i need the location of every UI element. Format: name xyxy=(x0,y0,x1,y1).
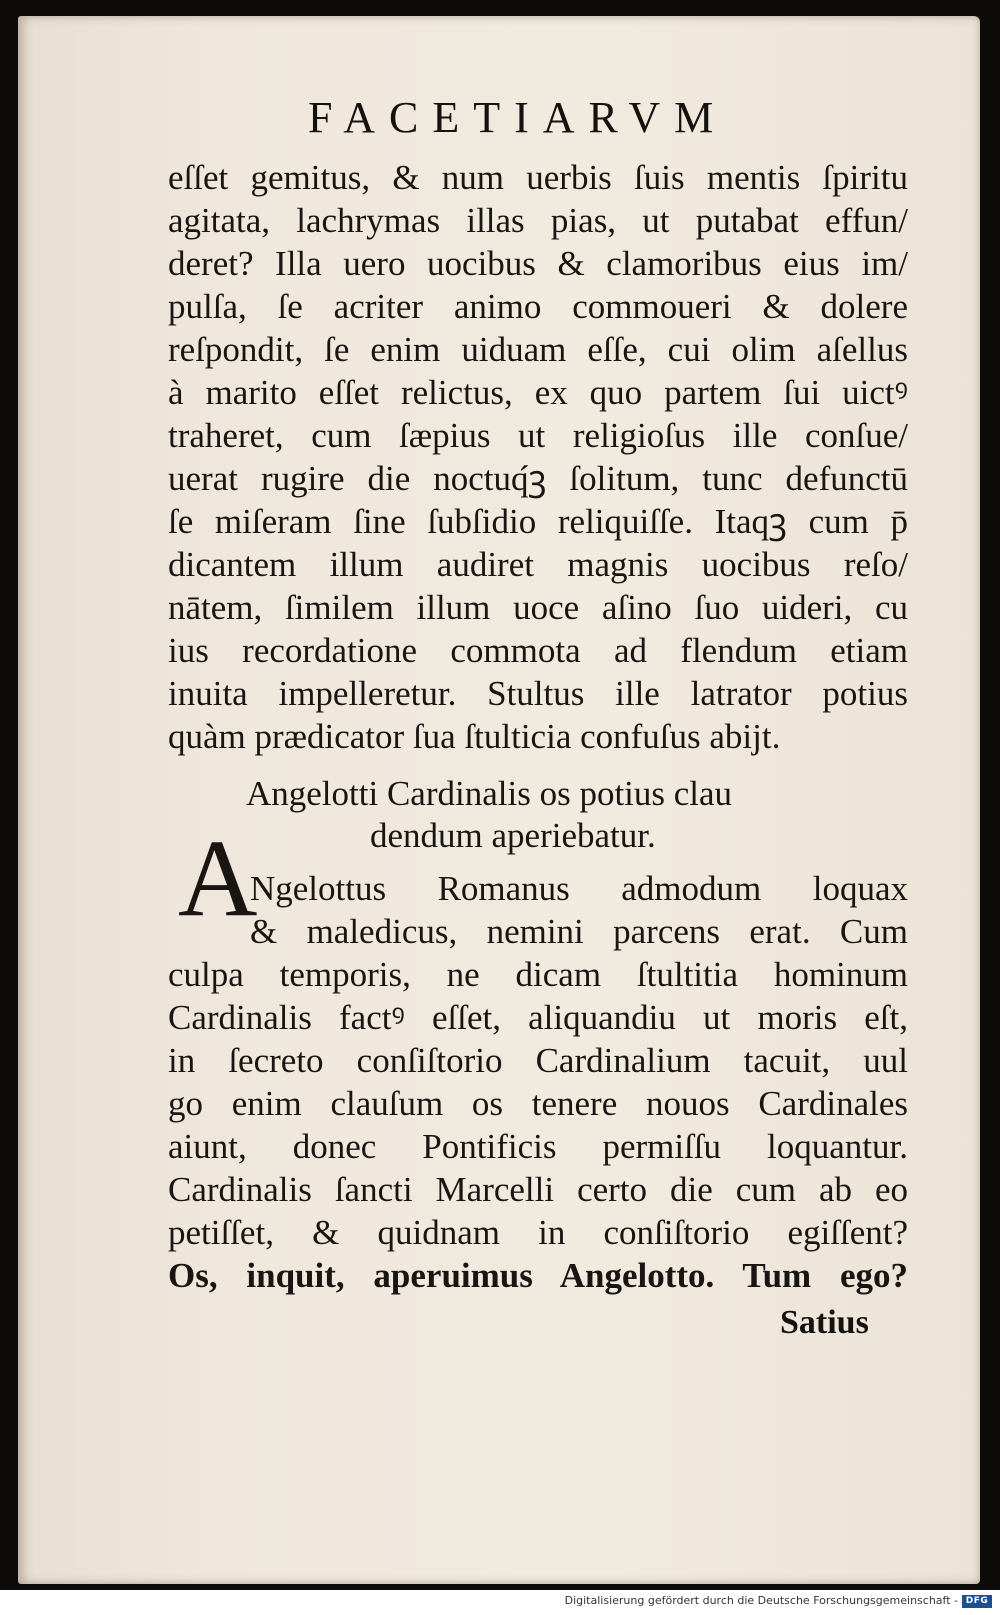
body-line: in ſecreto conſiſtorio Cardinalium tacuit, uul xyxy=(168,1041,908,1080)
dfg-logo-icon: DFG xyxy=(962,1595,992,1608)
body-line: uerat rugire die noctuq́ꝫ ſolitum, tunc defunctū xyxy=(168,459,908,498)
body-line: Cardinalis factꝰ eſſet, aliquandiu ut moris eſt, xyxy=(168,998,908,1037)
body-line: Os, inquit, aperuimus Angelotto. Tum ego? xyxy=(168,1256,908,1295)
book-page xyxy=(18,16,980,1584)
body-line: pulſa, ſe acriter animo commoueri & dolere xyxy=(168,287,908,326)
body-line: ius recordatione commota ad flendum etiam xyxy=(168,631,908,670)
body-line: aiunt, donec Pontificis permiſſu loquantur. xyxy=(168,1127,908,1166)
funding-credit: Digitalisierung gefördert durch die Deutsche Forschungsgemeinschaft - xyxy=(564,1594,958,1607)
body-line: petiſſet, & quidnam in conſiſtorio egiſſent? xyxy=(168,1213,908,1252)
body-line: nātem, ſimilem illum uoce aſino ſuo uideri, cu xyxy=(168,588,908,627)
body-line: traheret, cum ſæpius ut religioſus ille conſue/ xyxy=(168,416,908,455)
running-head: FACETIARVM xyxy=(308,93,728,142)
section-heading: dendum aperiebatur. xyxy=(370,816,656,855)
body-line: go enim clauſum os tenere nouos Cardinales xyxy=(168,1084,908,1123)
body-line: deret? Illa uero uocibus & clamoribus eius im/ xyxy=(168,244,908,283)
body-line: ſe miſeram ſine ſubſidio reliquiſſe. Itaqꝫ cum p̄ xyxy=(168,502,908,541)
body-line: Cardinalis ſancti Marcelli certo die cum ab eo xyxy=(168,1170,908,1209)
body-line: Ngelottus Romanus admodum loquax xyxy=(250,869,908,908)
body-line: à marito eſſet relictus, ex quo partem ſui uictꝰ xyxy=(168,373,908,412)
body-line: culpa temporis, ne dicam ſtultitia hominum xyxy=(168,955,908,994)
body-line: dicantem illum audiret magnis uocibus reſo/ xyxy=(168,545,908,584)
body-line: eſſet gemitus, & num uerbis ſuis mentis ſpiritu xyxy=(168,158,908,197)
catchword: Satius xyxy=(780,1304,869,1341)
body-line: reſpondit, ſe enim uiduam eſſe, cui olim aſellus xyxy=(168,330,908,369)
body-line: & maledicus, nemini parcens erat. Cum xyxy=(250,912,908,951)
body-line: inuita impelleretur. Stultus ille latrator potius xyxy=(168,674,908,713)
body-line: agitata, lachrymas illas pias, ut putabat effun/ xyxy=(168,201,908,240)
drop-capital: A xyxy=(178,817,258,939)
section-heading: Angelotti Cardinalis os potius clau xyxy=(246,774,733,813)
body-line: quàm prædicator ſua ſtulticia confuſus abijt. xyxy=(168,717,781,756)
